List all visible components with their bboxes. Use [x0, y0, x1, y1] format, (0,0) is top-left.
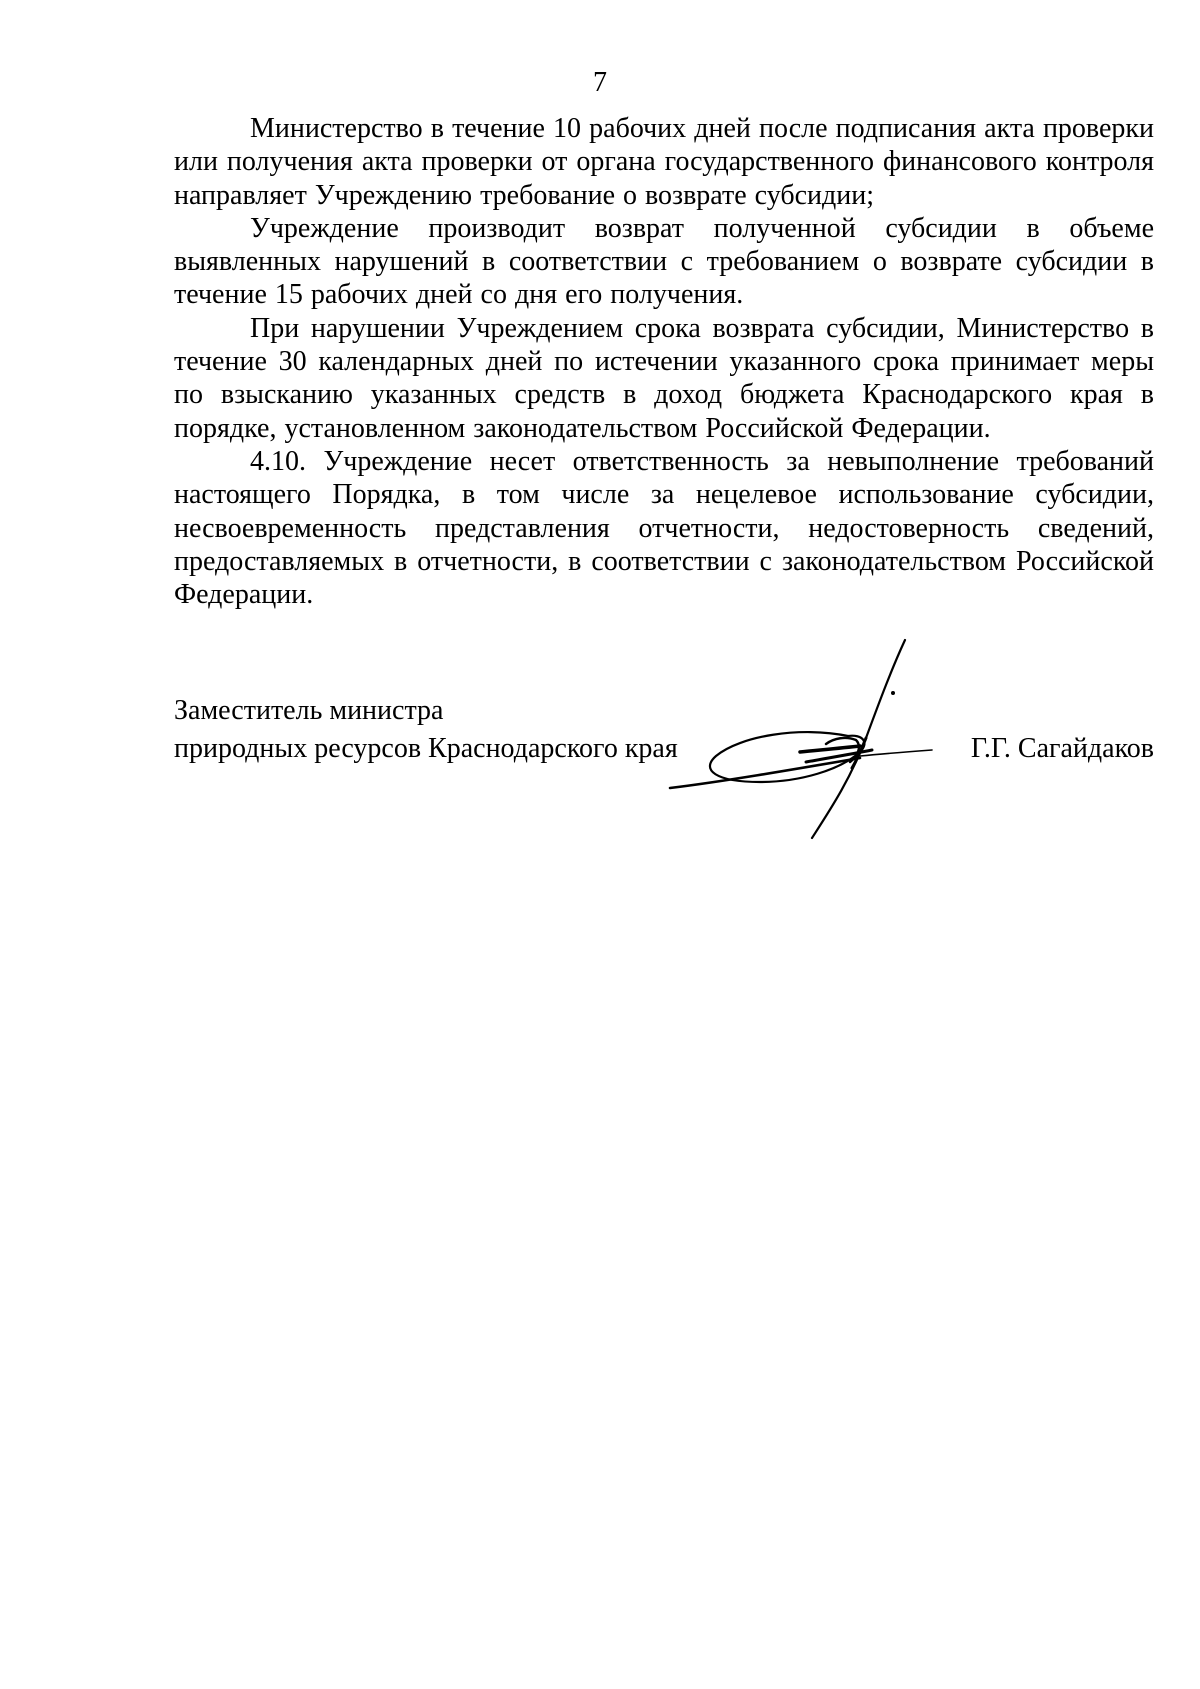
- paragraph-responsibility: 4.10. Учреждение несет ответственность за невыполнение требований настоящего Порядка, в том числе за нецелевое использование субсидии, несвоевременность представления отчетности, недостоверность сведений, предоставляемых в отчетности, в соответствии с законодательством Российской Федерации.: [174, 445, 1154, 611]
- signer-position-line-1: Заместитель министра: [174, 695, 444, 726]
- paragraph-refund-demand: Министерство в течение 10 рабочих дней после подписания акта проверки или получения акта проверки от органа государственного финансового контроля направляет Учреждению требование о возврате субсидии;: [174, 113, 1154, 211]
- signer-position-line-2: природных ресурсов Краснодарского края: [174, 733, 678, 764]
- page-number: 7: [593, 67, 607, 98]
- document-body: [174, 112, 1154, 611]
- signature-block: [174, 692, 1154, 812]
- signer-name: Г.Г. Сагайдаков: [970, 733, 1154, 764]
- signer-position: [174, 692, 678, 768]
- paragraph-refund-execution: Учреждение производит возврат полученной субсидии в объеме выявленных нарушений в соответствии с требованием о возврате субсидии в течение 15 рабочих дней со дня его получения.: [174, 212, 1154, 311]
- paragraph-refund-violation: При нарушении Учреждением срока возврата субсидии, Министерство в течение 30 календарных дней по истечении указанного срока принимает меры по взысканию указанных средств в доход бюджета Краснодарского края в порядке, установленном законодательством Российской Федерации.: [174, 312, 1154, 444]
